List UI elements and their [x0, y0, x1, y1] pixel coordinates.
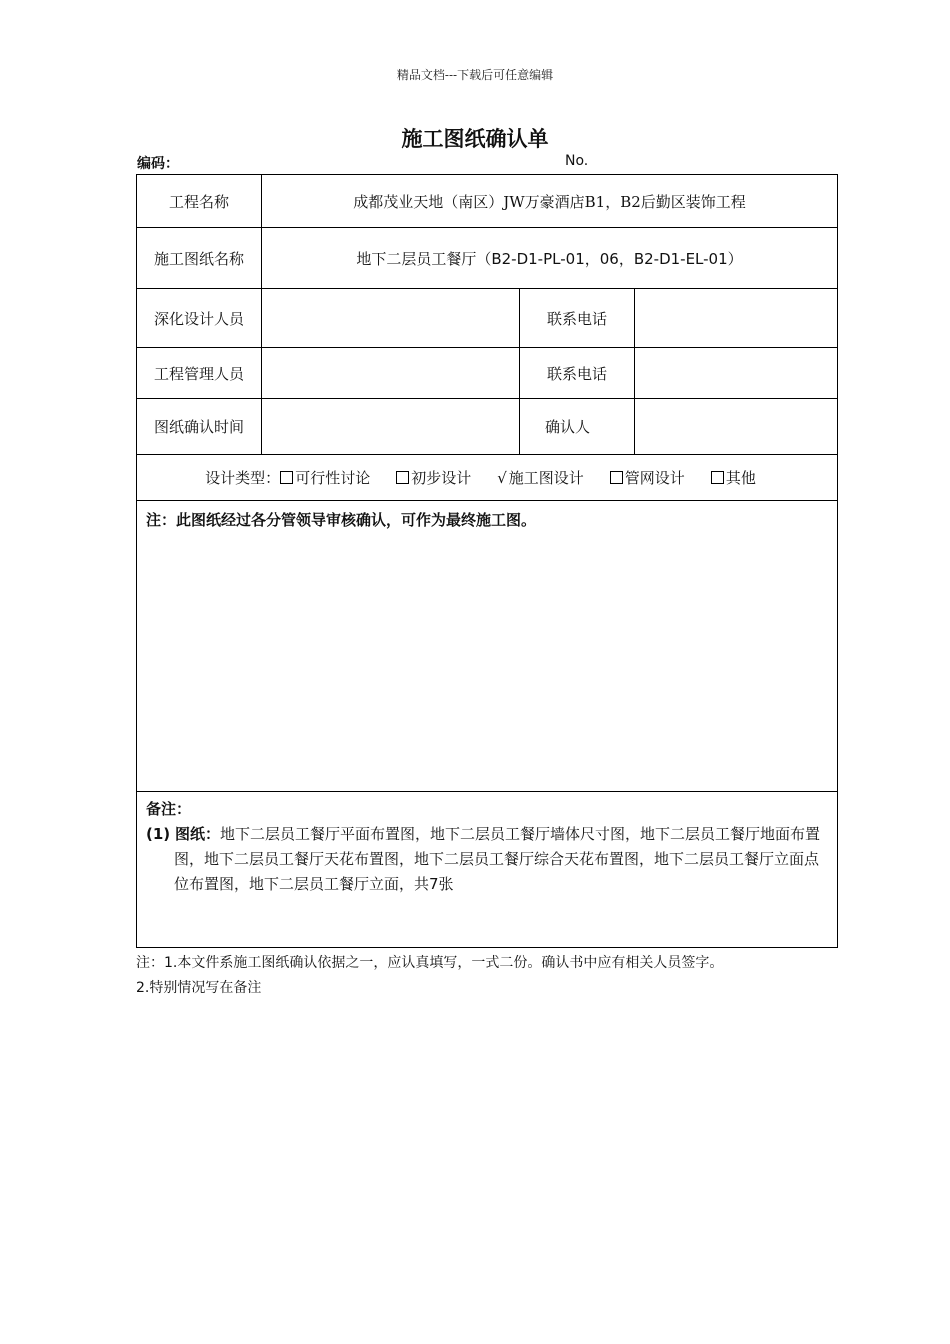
confirmer-field[interactable]: [635, 399, 837, 454]
remarks-item: [146, 822, 830, 897]
approval-note: 注：此图纸经过各分管领导审核确认，可作为最终施工图。: [146, 511, 537, 529]
remarks-title: 备注：: [146, 800, 192, 818]
drawing-name-label: 施工图纸名称: [137, 228, 262, 288]
project-name-value: 成都茂业天地（南区）JW万豪酒店B1，B2后勤区装饰工程: [353, 192, 746, 211]
checkbox-icon[interactable]: [610, 471, 623, 484]
option-pipe-network[interactable]: 管网设计: [610, 467, 685, 488]
footnote-2: 2.特别情况写在备注: [136, 980, 262, 996]
remarks-item-label: 图纸：: [174, 825, 220, 843]
remarks-section: [137, 792, 837, 947]
option-construction[interactable]: √ 施工图设计: [497, 468, 584, 487]
drawing-name-value: 地下二层员工餐厅（B2-D1-PL-01，06，B2-D1-EL-01）: [356, 249, 743, 268]
confirmation-form: [136, 174, 838, 948]
option-feasibility[interactable]: 可行性讨论: [280, 467, 370, 488]
option-preliminary[interactable]: 初步设计: [396, 467, 471, 488]
remarks-item-prefix: (1): [146, 825, 171, 843]
manager-row: [137, 348, 837, 399]
design-type-label: 设计类型：: [205, 469, 281, 487]
drawing-name-row: [137, 228, 837, 289]
note-section: [137, 501, 837, 792]
confirm-time-row: [137, 399, 837, 455]
project-name-row: [137, 175, 837, 228]
option-other[interactable]: 其他: [711, 467, 756, 488]
checkbox-icon[interactable]: [711, 471, 724, 484]
designer-row: [137, 289, 837, 348]
manager-phone-label: 联系电话: [520, 348, 635, 398]
checkbox-icon[interactable]: [280, 471, 293, 484]
designer-label: 深化设计人员: [137, 289, 262, 347]
manager-label: 工程管理人员: [137, 348, 262, 398]
project-name-label: 工程名称: [137, 175, 262, 227]
footnote-1: 注：1.本文件系施工图纸确认依据之一，应认真填写，一式二份。确认书中应有相关人员签字。: [136, 955, 724, 971]
designer-phone-label: 联系电话: [520, 289, 635, 347]
checkbox-icon[interactable]: [396, 471, 409, 484]
number-label: No.: [565, 153, 589, 169]
page-title: 施工图纸确认单: [401, 126, 549, 151]
designer-phone-field[interactable]: [635, 289, 837, 347]
code-label: 编码：: [137, 156, 179, 172]
remarks-item-text: 地下二层员工餐厅平面布置图，地下二层员工餐厅墙体尺寸图，地下二层员工餐厅地面布置图，地下二层员工餐厅天花布置图，地下二层员工餐厅综合天花布置图，地下二层员工餐厅立面点位布置图，地下二层员工餐厅立面，共7张: [174, 825, 820, 893]
design-type-row: [137, 455, 837, 501]
confirm-time-field[interactable]: [262, 399, 520, 454]
manager-phone-field[interactable]: [635, 348, 837, 398]
confirmer-label: 确认人: [520, 399, 635, 454]
designer-field[interactable]: [262, 289, 520, 347]
check-mark-icon[interactable]: √: [497, 468, 507, 487]
manager-field[interactable]: [262, 348, 520, 398]
header-note: 精品文档---下载后可任意编辑: [396, 68, 554, 82]
confirm-time-label: 图纸确认时间: [137, 399, 262, 454]
